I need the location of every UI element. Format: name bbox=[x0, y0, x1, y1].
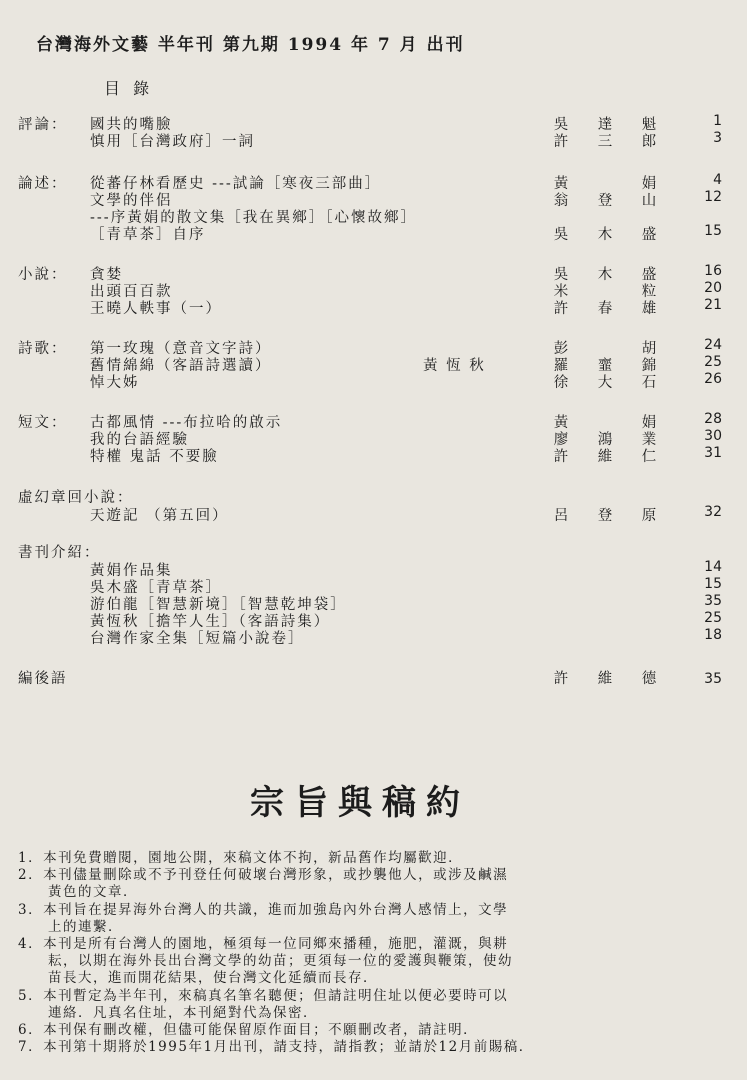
section-label: 詩歌： bbox=[18, 341, 68, 357]
rule-line: 黃色的文章． bbox=[18, 884, 138, 901]
rule-line: 5．本刊暫定為半年刊，來稿真名筆名聽便；但請註明住址以便必要時可以 bbox=[18, 987, 509, 1004]
toc-item-title: 我的台語經驗 bbox=[90, 432, 189, 448]
author-char: 吳 bbox=[553, 117, 571, 133]
section-label: 書刊介紹： bbox=[18, 545, 101, 561]
toc-item-page: 32 bbox=[704, 504, 722, 520]
toc-item-page: 28 bbox=[704, 411, 722, 427]
author-char: 春 bbox=[597, 301, 615, 317]
toc-item-author bbox=[540, 371, 672, 392]
toc-item-title: 天遊記 （第五回） bbox=[90, 508, 229, 524]
toc-item-page: 35 bbox=[704, 593, 722, 609]
toc-item-page: 21 bbox=[704, 297, 722, 313]
rule-line: 2．本刊儘量刪除或不予刊登任何破壞台灣形象，或抄襲他人，或涉及鹹濕 bbox=[18, 867, 509, 884]
toc-item-page: 15 bbox=[704, 576, 722, 592]
author-char: 三 bbox=[597, 134, 615, 150]
author-char: 石 bbox=[641, 375, 659, 391]
author-char: 維 bbox=[597, 449, 615, 465]
author-char: 娟 bbox=[641, 176, 659, 192]
toc-item-title: 黃娟作品集 bbox=[90, 563, 173, 579]
author-char: 錦 bbox=[641, 358, 659, 374]
toc-item-page: 18 bbox=[704, 627, 722, 643]
toc-item-page: 20 bbox=[704, 280, 722, 296]
section-label: 評論： bbox=[18, 117, 68, 133]
author-char: 登 bbox=[597, 508, 615, 524]
toc-item-title: 舊情綿綿（客語詩選讀） bbox=[90, 358, 272, 374]
header: 台灣海外文藝 半年刊 第九期 1994 年 7 月 出刊 bbox=[36, 35, 465, 55]
toc-item-title: 悼大姊 bbox=[90, 375, 140, 391]
toc-item-title: 第一玫瑰（意音文字詩） bbox=[90, 341, 272, 357]
toc-item-title: 吳木盛［青草茶］ bbox=[90, 580, 222, 596]
author-char: 徐 bbox=[553, 375, 571, 391]
toc-item-author bbox=[540, 504, 672, 525]
author-char: 業 bbox=[641, 432, 659, 448]
author-char: 許 bbox=[553, 449, 571, 465]
toc-item-title: 出頭百百款 bbox=[90, 284, 173, 300]
author-char: 胡 bbox=[641, 341, 659, 357]
toc-item-page: 14 bbox=[704, 559, 722, 575]
rule-line: 3．本刊旨在提昇海外台灣人的共識，進而加強島內外台灣人感情上，文學 bbox=[18, 901, 509, 918]
toc-item-author bbox=[540, 130, 672, 151]
afterword-page: 35 bbox=[704, 671, 722, 687]
toc-item-page: 1 bbox=[713, 113, 722, 129]
author-char: 許 bbox=[553, 134, 571, 150]
rule-line: 耘，以期在海外長出台灣文學的幼苗；更須每一位的愛護與鞭策，使幼 bbox=[18, 953, 513, 970]
author-char: 羅 bbox=[553, 358, 571, 374]
rule-line: 4．本刊是所有台灣人的園地，極須每一位同鄉來播種，施肥，灌溉，與耕 bbox=[18, 936, 509, 952]
author-char: 盛 bbox=[641, 227, 659, 243]
toc-item-title: 王曉人軼事（一） bbox=[90, 301, 222, 317]
toc-item-author bbox=[540, 445, 672, 466]
toc-item-page: 16 bbox=[704, 263, 722, 279]
author-char: 許 bbox=[553, 671, 571, 687]
toc-item-title: 貪婪 bbox=[90, 267, 123, 283]
toc-item-page: 24 bbox=[704, 337, 722, 353]
toc-item-page: 31 bbox=[704, 445, 722, 461]
rule-line: 苗長大，進而開花結果，使台灣文化延續而長存． bbox=[18, 970, 378, 987]
author-char: 許 bbox=[553, 301, 571, 317]
toc-item-title: 特權 鬼話 不要臉 bbox=[90, 449, 219, 465]
author-char: 黃 bbox=[553, 176, 571, 192]
author-char: 吳 bbox=[553, 267, 571, 283]
author-char: 維 bbox=[597, 671, 615, 687]
author-char: 德 bbox=[641, 671, 659, 687]
toc-item-page: 26 bbox=[704, 371, 722, 387]
toc-item-title: 國共的嘴臉 bbox=[90, 117, 173, 133]
author-char: 原 bbox=[641, 508, 659, 524]
toc-item-page: 3 bbox=[713, 130, 722, 146]
section-label: 虛幻章回小說： bbox=[18, 490, 134, 506]
rule-line: 6．本刊保有刪改權，但儘可能保留原作面目；不願刪改者，請註明． bbox=[18, 1022, 479, 1038]
toc-item-page: 25 bbox=[704, 354, 722, 370]
toc-item-page: 4 bbox=[713, 172, 722, 188]
author-char: 廖 bbox=[553, 432, 571, 448]
author-char: 吳 bbox=[553, 227, 571, 243]
author-char: 呂 bbox=[553, 508, 571, 524]
author-char: 韲 bbox=[597, 358, 615, 374]
toc-item-title: 慎用［台灣政府］一詞 bbox=[90, 134, 255, 150]
rule-line: 7．本刊第十期將於1995年1月出刊，請支持，請指教；並請於12月前賜稿． bbox=[18, 1039, 534, 1056]
toc-item-page: 25 bbox=[704, 610, 722, 626]
author-char: 翁 bbox=[553, 193, 571, 209]
toc-title: 目 錄 bbox=[104, 79, 154, 98]
section-label: 短文： bbox=[18, 415, 68, 431]
author-char: 山 bbox=[641, 193, 659, 209]
author-char: 粒 bbox=[641, 284, 659, 300]
section-label: 論述： bbox=[18, 176, 68, 192]
author-char: 雄 bbox=[641, 301, 659, 317]
afterword-author bbox=[540, 667, 672, 688]
main-title: 宗旨與稿約 bbox=[250, 783, 470, 823]
author-char: 娟 bbox=[641, 415, 659, 431]
rule-line: 連絡．凡真名住址，本刊絕對代為保密． bbox=[18, 1004, 318, 1021]
afterword-label: 編後語 bbox=[18, 671, 68, 687]
toc-item-page: 15 bbox=[704, 223, 722, 239]
toc-item-title: 古都風情 ---布拉哈的啟示 bbox=[90, 415, 283, 431]
author-char: 木 bbox=[597, 267, 615, 283]
section-label: 小說： bbox=[18, 267, 68, 283]
toc-item-page: 12 bbox=[704, 189, 722, 205]
toc-item-title: 從蕃仔林看歷史 ---試論［寒夜三部曲］ bbox=[90, 176, 382, 192]
toc-item-title: ---序黃娟的散文集［我在異鄉］［心懷故鄉］ bbox=[90, 210, 417, 226]
author-char: 仁 bbox=[641, 449, 659, 465]
author-char: 米 bbox=[553, 284, 571, 300]
toc-item-author bbox=[540, 297, 672, 318]
toc-item-title: ［青草茶］自序 bbox=[90, 227, 206, 243]
author-char: 盛 bbox=[641, 267, 659, 283]
author-char: 達 bbox=[597, 117, 615, 133]
rule-line: 1．本刊免費贈閱，園地公開，來稿文体不拘，新品舊作均屬歡迎． bbox=[18, 850, 464, 866]
toc-item-extra: 黃 恆 秋 bbox=[423, 358, 486, 374]
author-char: 鴻 bbox=[597, 432, 615, 448]
author-char: 大 bbox=[597, 375, 615, 391]
rule-line: 上的連繫． bbox=[18, 918, 123, 935]
toc-item-title: 文學的伴侶 bbox=[90, 193, 173, 209]
author-char: 登 bbox=[597, 193, 615, 209]
toc-item-page: 30 bbox=[704, 428, 722, 444]
toc-item-title: 游伯龍［智慧新境］［智慧乾坤袋］ bbox=[90, 597, 347, 613]
author-char: 木 bbox=[597, 227, 615, 243]
toc-item-author bbox=[540, 223, 672, 244]
author-char: 郎 bbox=[641, 134, 659, 150]
author-char: 魁 bbox=[641, 117, 659, 133]
author-char: 彭 bbox=[553, 341, 571, 357]
toc-item-title: 台灣作家全集［短篇小說卷］ bbox=[90, 631, 305, 647]
toc-item-author bbox=[540, 189, 672, 210]
author-char: 黃 bbox=[553, 415, 571, 431]
toc-item-title: 黃恆秋［擔竿人生］（客語詩集） bbox=[90, 614, 331, 630]
